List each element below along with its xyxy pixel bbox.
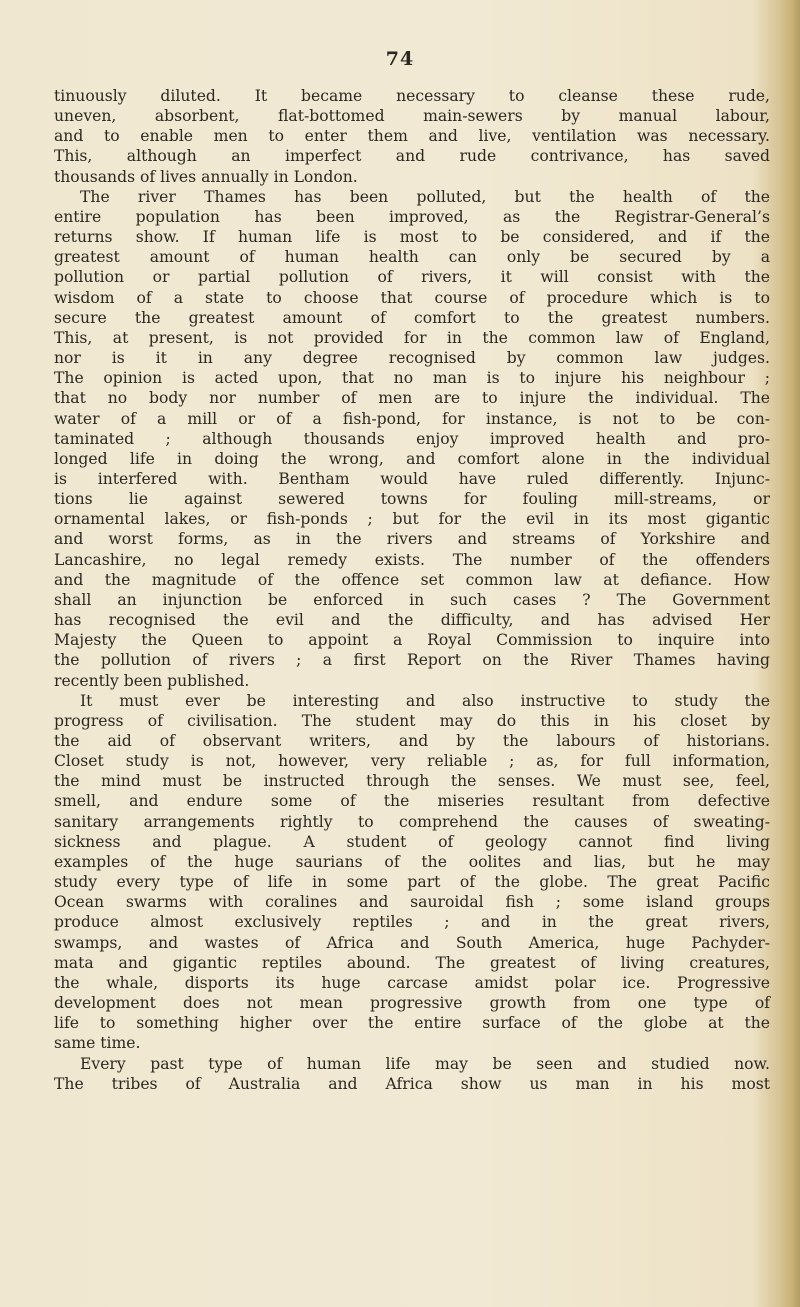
text-line: examples of the huge saurians of the oolites and lias, but he may <box>54 852 770 871</box>
text-line: tions lie against sewered towns for fouling mill-streams, or <box>54 490 770 509</box>
text-line: same time. <box>54 1034 141 1053</box>
text-line: water of a mill or of a fish-pond, for instance, is not to be con- <box>54 409 770 428</box>
text-line: the mind must be instructed through the senses. We must see, feel, <box>54 772 770 791</box>
text-line: taminated ; although thousands enjoy improved health and pro- <box>54 429 770 448</box>
text-line: shall an injunction be enforced in such cases ? The Government <box>54 590 770 609</box>
text-line: that no body nor number of men are to injure the individual. The <box>54 389 770 408</box>
text-line: progress of civilisation. The student may do this in his closet by <box>54 711 770 730</box>
text-line: thousands of lives annually in London. <box>54 167 358 186</box>
text-line: is interfered with. Bentham would have ruled differently. Injunc- <box>54 469 770 488</box>
text-line: study every type of life in some part of the globe. The great Pacific <box>54 873 770 892</box>
text-line: This, at present, is not provided for in the common law of England, <box>54 328 770 347</box>
text-line: It must ever be interesting and also instructive to study the <box>80 691 770 710</box>
text-line: The tribes of Australia and Africa show us man in his most <box>54 1074 770 1093</box>
text-line: secure the greatest amount of comfort to the greatest numbers. <box>54 308 770 327</box>
text-line: wisdom of a state to choose that course of procedure which is to <box>54 288 770 307</box>
text-line: greatest amount of human health can only be secured by a <box>54 248 770 267</box>
text-line: life to something higher over the entire surface of the globe at the <box>54 1014 770 1033</box>
text-line: tinuously diluted. It became necessary to cleanse these rude, <box>54 87 770 105</box>
text-line: returns show. If human life is most to be considered, and if the <box>54 228 770 247</box>
text-line: swamps, and wastes of Africa and South America, huge Pachyder- <box>54 933 770 952</box>
text-line: sanitary arrangements rightly to comprehend the causes of sweating- <box>54 812 770 831</box>
body-text <box>54 86 770 1094</box>
text-line: longed life in doing the wrong, and comfort alone in the individual <box>54 449 770 468</box>
text-line: development does not mean progressive growth from one type of <box>54 994 770 1013</box>
text-line: and worst forms, as in the rivers and streams of Yorkshire and <box>54 530 770 549</box>
text-line: and to enable men to enter them and live, ventilation was necessary. <box>54 127 770 146</box>
text-line: smell, and endure some of the miseries resultant from defective <box>54 792 770 811</box>
text-line: produce almost exclusively reptiles ; and in the great rivers, <box>54 913 770 932</box>
text-line: ornamental lakes, or fish-ponds ; but for the evil in its most gigantic <box>54 510 770 529</box>
text-line: uneven, absorbent, flat-bottomed main-sewers by manual labour, <box>54 107 770 126</box>
text-line: Closet study is not, however, very reliable ; as, for full information, <box>54 752 770 771</box>
text-line: the pollution of rivers ; a first Report on the River Thames having <box>54 651 770 670</box>
text-line: entire population has been improved, as the Registrar-General’s <box>54 207 770 226</box>
text-line: the whale, disports its huge carcase amidst polar ice. Progressive <box>54 973 770 992</box>
text-line: nor is it in any degree recognised by common law judges. <box>54 349 770 368</box>
text-line: Lancashire, no legal remedy exists. The number of the offenders <box>54 550 770 569</box>
text-line: Every past type of human life may be seen and studied now. <box>80 1054 770 1073</box>
text-line: mata and gigantic reptiles abound. The greatest of living creatures, <box>54 953 770 972</box>
text-line: sickness and plague. A student of geology cannot find living <box>54 832 770 851</box>
page-edge-shadow <box>780 0 800 1307</box>
text-line: the aid of observant writers, and by the labours of historians. <box>54 732 770 750</box>
text-line: The opinion is acted upon, that no man is to injure his neighbour ; <box>54 369 770 388</box>
text-line: The river Thames has been polluted, but the health of the <box>80 187 770 206</box>
text-line: has recognised the evil and the difficulty, and has advised Her <box>54 611 770 630</box>
text-line: pollution or partial pollution of rivers, it will consist with the <box>54 268 770 287</box>
text-line: This, although an imperfect and rude contrivance, has saved <box>54 147 770 166</box>
page-number: 74 <box>385 48 415 70</box>
text-line: Majesty the Queen to appoint a Royal Commission to inquire into <box>54 631 770 650</box>
text-line: recently been published. <box>54 671 250 690</box>
text-line: Ocean swarms with coralines and sauroidal fish ; some island groups <box>54 893 770 912</box>
text-line: and the magnitude of the offence set common law at defiance. How <box>54 570 770 589</box>
